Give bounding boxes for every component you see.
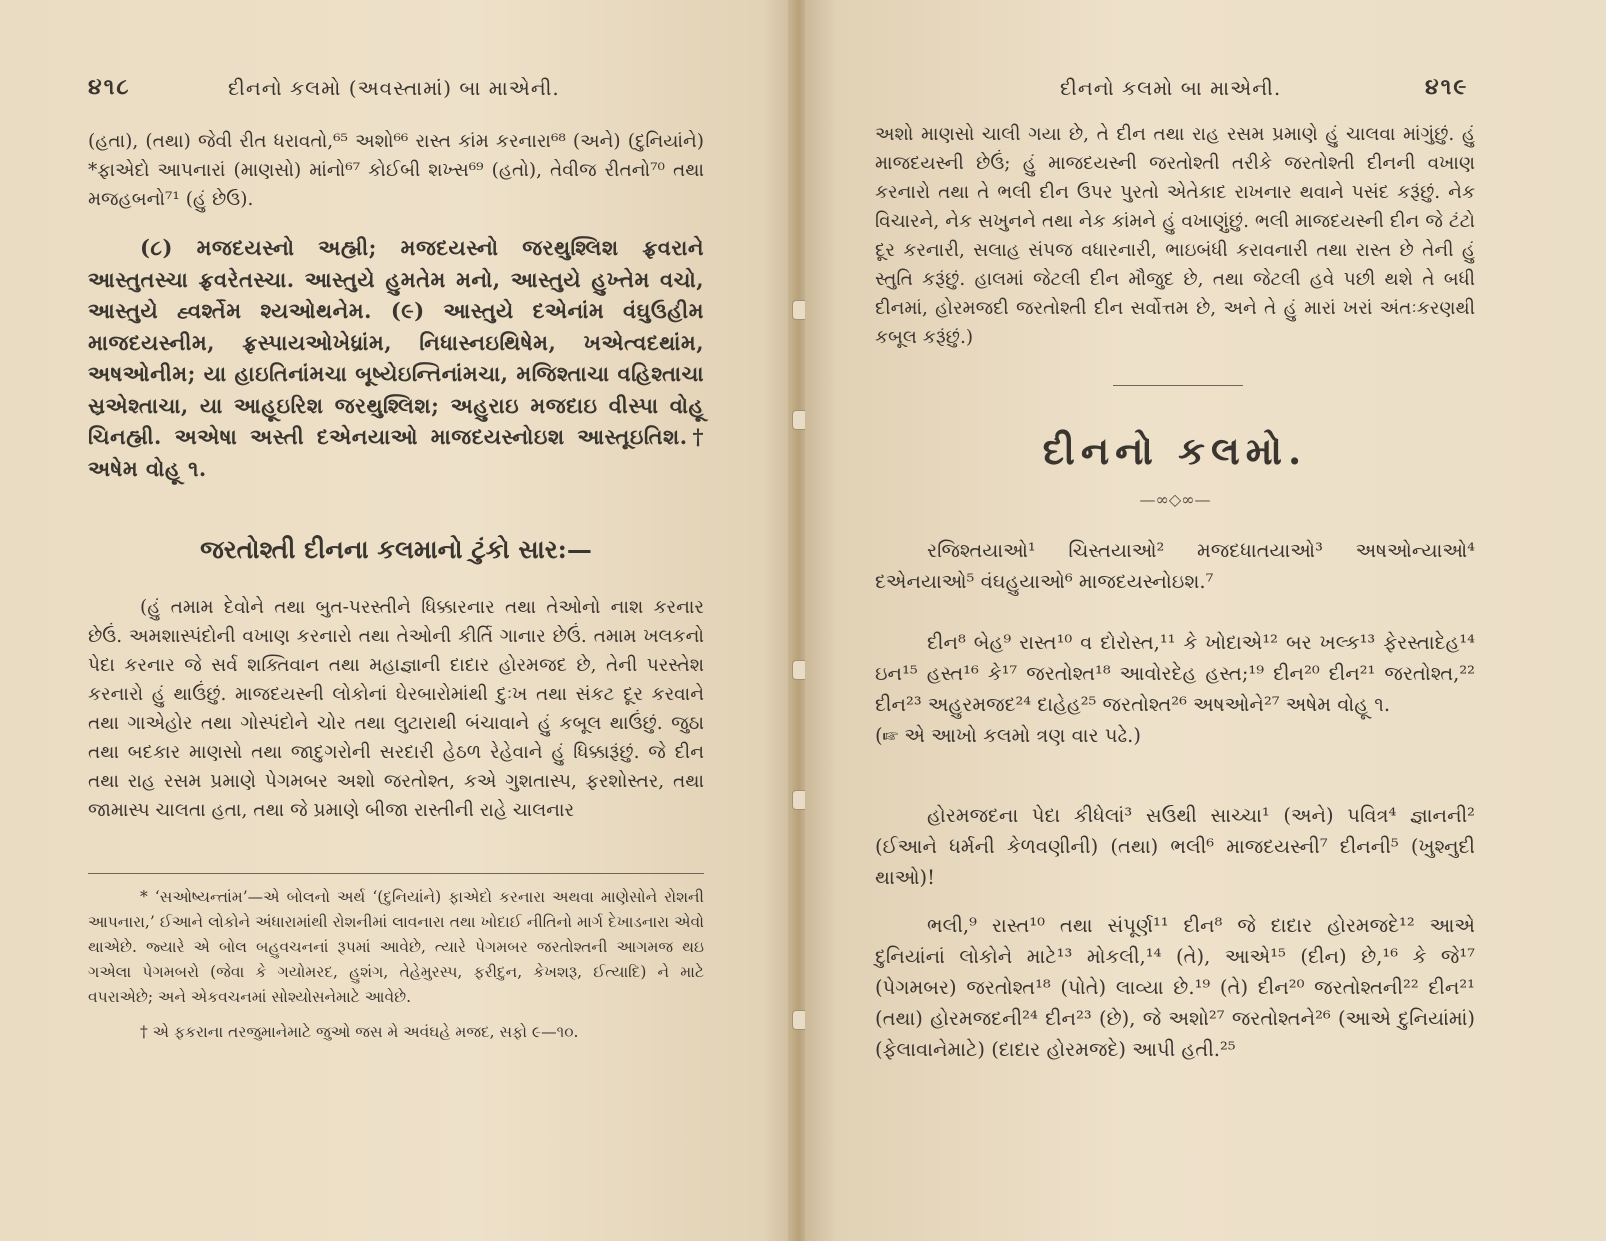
section-divider [1113, 385, 1243, 386]
section-heading: જરતોશ્તી દીનના કલમાનો ટુંકો સાર:— [200, 535, 592, 564]
kalmo-title: દીનનો કલમો. [1042, 428, 1308, 473]
kalmo-passage [875, 627, 1475, 751]
avesta-line [875, 535, 1475, 597]
title-ornament: —∞◇∞— [1139, 490, 1211, 509]
translation-2 [875, 910, 1475, 1065]
intro-paragraph [88, 127, 704, 214]
recitation-instruction: (☞ એ આખો કલમો ત્રણ વાર પઢે.) [875, 724, 1141, 747]
running-head: દીનનો કલમો બા માએની. [1060, 76, 1282, 100]
running-head: દીનનો કલમો (અવસ્તામાં) બા માએની. [228, 76, 560, 100]
translation-1 [875, 800, 1475, 893]
translation-1-text: હોરમજદના પેદા કીધેલાં³ સઉથી સાચ્ચા¹ (અને) પવિત્ર⁴ જ્ઞાનની² (ઈઆને ધર્મની કેળવણીની) (તથા) ભલી⁶ માજદયસ્ની⁷ દીનની⁵ (ખુશ્નુદી થાઓ)! [875, 804, 1475, 889]
kalmo-text: દીન⁸ બેહ⁹ રાસ્ત¹⁰ વ દોરોસ્ત,¹¹ કે ખોદાએ¹² બર ખલ્ક¹³ ફેરસ્તાદેહ¹⁴ ઇન¹⁵ હસ્ત¹⁶ કે¹⁷ જરતોશ્ત¹⁸ આવોરદેહ હસ્ત;¹⁹ દીન²⁰ દીન²¹ જરતોશ્ત,²² દીન²³ અહુરમજદ²⁴ દાહેહ²⁵ જરતોશ્ત²⁶ અષઓને²⁷ અષેમ વોહૂ ૧. [875, 631, 1475, 716]
page-number: ૪૧૮ [88, 74, 131, 100]
footnote-1: * ‘સઓષ્યન્તાંમ’—એ બોલનો અર્થ ‘(દુનિયાંને) ફાએદો કરનારા અથવા માણેસોને રોશની આપનારા,’ ઈઆને લોકોને અંધારામાંથી રોશનીમાં લાવનારા તથા ખોદાઈ નીતિનો માર્ગ દેખાડનારા એવો થાએછે. જ્યારે એ બોલ બહુવચનનાં રૂપમાં આવેછે, ત્યારે પેગમબર જરતોશ્તની આગમજ થઇ ગએલા પેગમબરો (જેવા કે ગયોમરદ, હુશંગ, તેહેમુરસ્પ, ફરીદુન, કેખશરૂ, ઈત્યાદિ) ને માટે વપરાએછે; અને એકવચનમાં સોશ્યોસનેમાટે આવેછે. [88, 888, 704, 1006]
avesta-text: (૮) મજદયસ્નો અહ્મી; મજદયસ્નો જરથુશ્લિશ ફ્રવરાને આસ્તુતસ્ચા ફ્રવરેતસ્ચા. આસ્તુયે હુમતેમ મનો, આસ્તુયે હુખ્તેમ વચો, આસ્તુયે હ્વર્શ્તેમ શ્યઓથનેમ. (૯) આસ્તુયે દએનાંમ વંઘુઉહીમ માજદયસ્નીમ, ફ્રસ્પાયઓખેધ્રાંમ, નિધાસ્નઇથિષેમ, ખએત્વદથાંમ, અષઓનીમ; યા હાઇતિનાંમચા બૂષ્યેઇન્તિનાંમચા, મજિશ્તાચા વહિશ્તાચા સ્રએશ્તાચા, યા આહૂઇરિશ જરથુશ્લિશ; અહુરાઇ મજદાઇ વીસ્પા વોહૂ ચિનહ્મી. અએષા અસ્તી દએનયાઓ માજદયસ્નોઇશ આસ્તૂઇતિશ.† અષેમ વોહૂ ૧. [88, 235, 704, 481]
summary-text: (હું તમામ દેવોને તથા બુત-પરસ્તીને ધિક્કારનાર તથા તેઓનો નાશ કરનાર છેઉં. અમશાસ્પંદોની વખાણ કરનારો તથા તેઓની કીર્તિ ગાનાર છેઉં. તમામ ખલકનો પેદા કરનાર જે સર્વ શક્તિવાન તથા મહાજ્ઞાની દાદાર હોરમજદ છે, તેની પરસ્તેશ કરનારો હું થાઉંછું. માજદયસ્ની લોકોનાં ઘેરબારોમાંથી દુઃખ તથા સંકટ દૂર કરવાને તથા ગાએહોર તથા ગોસ્પંદોને ચોર તથા લુટારાથી બંચાવાને હું કબૂલ થાઉંછું. જુઠા તથા બદકાર માણસો તથા જાદુગરોની સરદારી હેઠળ રેહેવાને હું ધિક્કારૂંછું. જે દીન તથા રાહ રસમ પ્રમાણે પેગમબર અશો જરતોશ્ત, કએ ગુશતાસ્પ, ફરશોસ્તર, તથા જામાસ્પ ચાલતા હતા, તથા જે પ્રમાણે બીજા રાસ્તીની રાહે ચાલનાર [88, 597, 704, 821]
continuation-paragraph [875, 120, 1475, 352]
left-page [0, 0, 795, 1241]
continuation-text: અશો માણસો ચાલી ગયા છે, તે દીન તથા રાહ રસમ પ્રમાણે હું ચાલવા માંગુંછું. હું માજદયસ્ની છેઉં; હું માજદયસ્ની જરતોશ્તી તરીકે જરતોશ્તી દીનની વખાણ કરનારો તથા તે ભલી દીન ઉપર પુરતો એતેકાદ રાખનાર થવાને પસંદ કરૂંછું. નેક વિચારને, નેક સખુનને તથા નેક કાંમને હું વખાણુંછું. ભલી માજદયસ્ની દીન જે ટંટો દૂર કરનારી, સલાહ સંપજ વધારનારી, ભાઇબંધી કરાવનારી તથા રાસ્ત છે તેની હું સ્તુતિ કરૂંછું. હાલમાં જેટલી દીન મૌજુદ છે, તથા જેટલી હવે પછી થશે તે બધી દીનમાં, હોરમજદી જરતોશ્તી દીન સર્વોત્તમ છે, અને તે હું મારાં ખરાં અંતઃકરણથી કબૂલ કરૂંછું.) [875, 124, 1475, 348]
avesta-passage [88, 232, 704, 484]
footnote-2: † એ ફકરાના તરજુમાનેમાટે જુઓ જસ મે અવંઘહે મજદ, સફો ૯—૧૦. [140, 1023, 579, 1041]
avesta-line-text: રજિશ્તયાઓ¹ ચિસ્તયાઓ² મજદધાતયાઓ³ અષઓન્યાઓ⁴ દએનયાઓ⁵ વંઘહુયાઓ⁶ માજદયસ્નોઇશ.⁷ [875, 539, 1475, 593]
right-page [805, 0, 1606, 1241]
page-number: ૪૧૯ [1425, 74, 1469, 100]
translation-2-text: ભલી,⁹ રાસ્ત¹⁰ તથા સંપૂર્ણ¹¹ દીન⁸ જે દાદાર હોરમજદે¹² આએ દુનિયાંનાં લોકોને માટે¹³ મોકલી,¹⁴ (તે), આએ¹⁵ (દીન) છે,¹⁶ કે જે¹⁷ (પેગમબર) જરતોશ્ત¹⁸ (પોતે) લાવ્યા છે.¹⁹ (તે) દીન²⁰ જરતોશ્તની²² દીન²¹ (તથા) હોરમજદની²⁴ દીન²³ (છે), જે અશો²⁷ જરતોશ્તને²⁶ (આએ દુનિયાંમાં) (ફેલાવાનેમાટે) (દાદાર હોરમજદે) આપી હતી.²⁵ [875, 914, 1475, 1061]
summary-paragraph [88, 593, 704, 825]
footnotes [88, 885, 704, 1045]
intro-text: (હતા), (તથા) જેવી રીત ધરાવતો,⁶⁵ અશો⁶⁶ રાસ્ત કાંમ કરનારા⁶⁸ (અને) (દુનિયાંને) *ફાએદો આપનારાં (માણસો) માંનો⁶⁷ કોઈબી શખ્સ⁶⁹ (હતો), તેવીજ રીતનો⁷⁰ તથા મજહબનો⁷¹ (હું છેઉ). [88, 131, 704, 210]
footnote-divider [88, 873, 704, 874]
